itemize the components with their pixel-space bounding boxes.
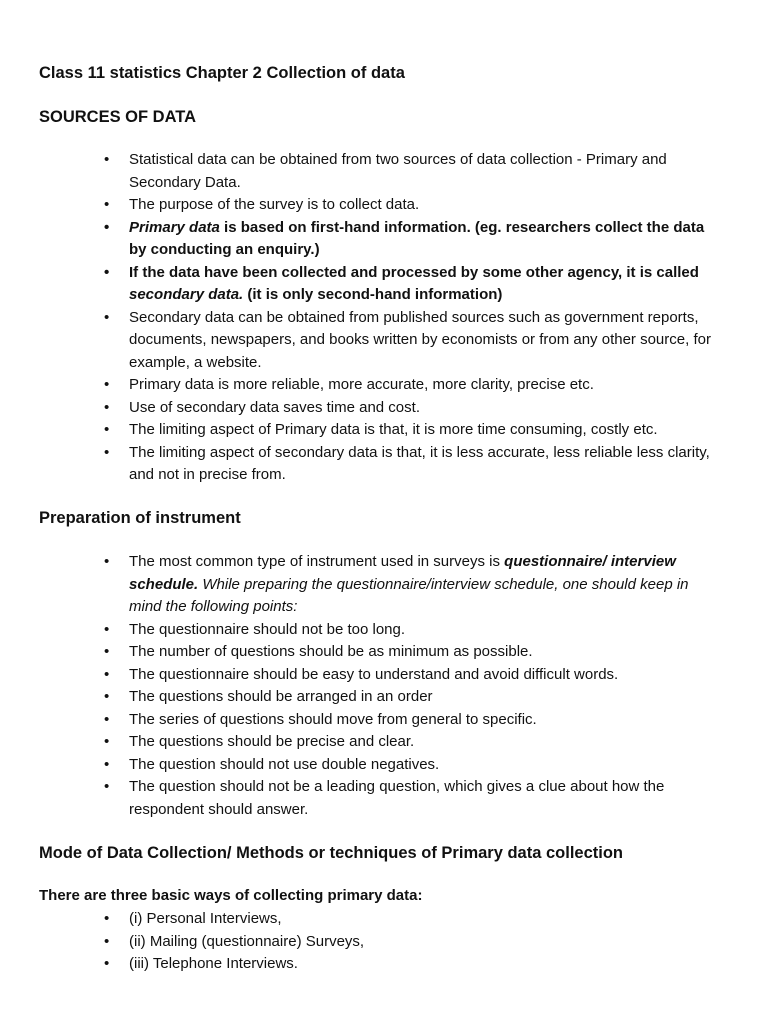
list-item: • The questions should be arranged in an order <box>0 686 712 709</box>
list-item: • The number of questions should be as minimum as possible. <box>0 641 712 664</box>
list-item: • (ii) Mailing (questionnaire) Surveys, <box>0 931 712 954</box>
instrument-heading: Preparation of instrument <box>39 509 241 527</box>
list-item: • Secondary data can be obtained from published sources such as government reports, documents, newspapers, and books written by economists or from any other source, for example, a website. <box>0 307 712 375</box>
document-title: Class 11 statistics Chapter 2 Collection of data <box>39 64 405 82</box>
list-item-text: The most common type of instrument used in surveys is <box>129 553 505 570</box>
list-item: • Use of secondary data saves time and cost. <box>0 397 712 420</box>
list-item: • The limiting aspect of secondary data is that, it is less accurate, less reliable less clarity, and not in precise from. <box>0 442 712 487</box>
list-item: • The question should not use double negatives. <box>0 754 712 777</box>
secondary-data-term: secondary data. <box>129 286 244 303</box>
list-item <box>0 551 712 619</box>
sources-heading: SOURCES OF DATA <box>39 108 197 126</box>
list-item: • Statistical data can be obtained from two sources of data collection - Primary and Secondary Data. <box>0 149 712 194</box>
list-item-text: is based on first-hand information. (eg. researchers collect the data by conducting an enquiry.) <box>129 218 705 258</box>
list-item: • The question should not be a leading question, which gives a clue about how the respondent should answer. <box>0 776 712 821</box>
list-item: • The limiting aspect of Primary data is that, it is more time consuming, costly etc. <box>0 419 712 442</box>
list-item: • (iii) Telephone Interviews. <box>0 953 712 976</box>
list-item: • The series of questions should move from general to specific. <box>0 709 712 732</box>
list-item-text: (it is only second-hand information) <box>243 286 503 303</box>
list-item: • (i) Personal Interviews, <box>0 908 712 931</box>
mode-intro: There are three basic ways of collecting primary data: <box>39 887 423 904</box>
mode-heading: Mode of Data Collection/ Methods or techniques of Primary data collection <box>39 844 623 862</box>
list-item-text: If the data have been collected and processed by some other agency, it is called <box>129 263 699 281</box>
list-item: • The questionnaire should not be too long. <box>0 619 712 642</box>
list-item-text: While preparing the questionnaire/interview schedule, one should keep in mind the following points: <box>129 575 689 615</box>
mode-list <box>0 908 712 976</box>
list-item <box>0 217 712 262</box>
list-item: • Primary data is more reliable, more accurate, more clarity, precise etc. <box>0 374 712 397</box>
list-item <box>0 262 712 307</box>
instrument-list <box>0 551 712 821</box>
sources-list <box>0 149 712 487</box>
list-item: • The questionnaire should be easy to understand and avoid difficult words. <box>0 664 712 687</box>
list-item: • The purpose of the survey is to collect data. <box>0 194 712 217</box>
list-item: • The questions should be precise and clear. <box>0 731 712 754</box>
questionnaire-term: questionnaire/ interview schedule. <box>129 553 676 593</box>
primary-data-term: Primary data <box>129 218 220 236</box>
